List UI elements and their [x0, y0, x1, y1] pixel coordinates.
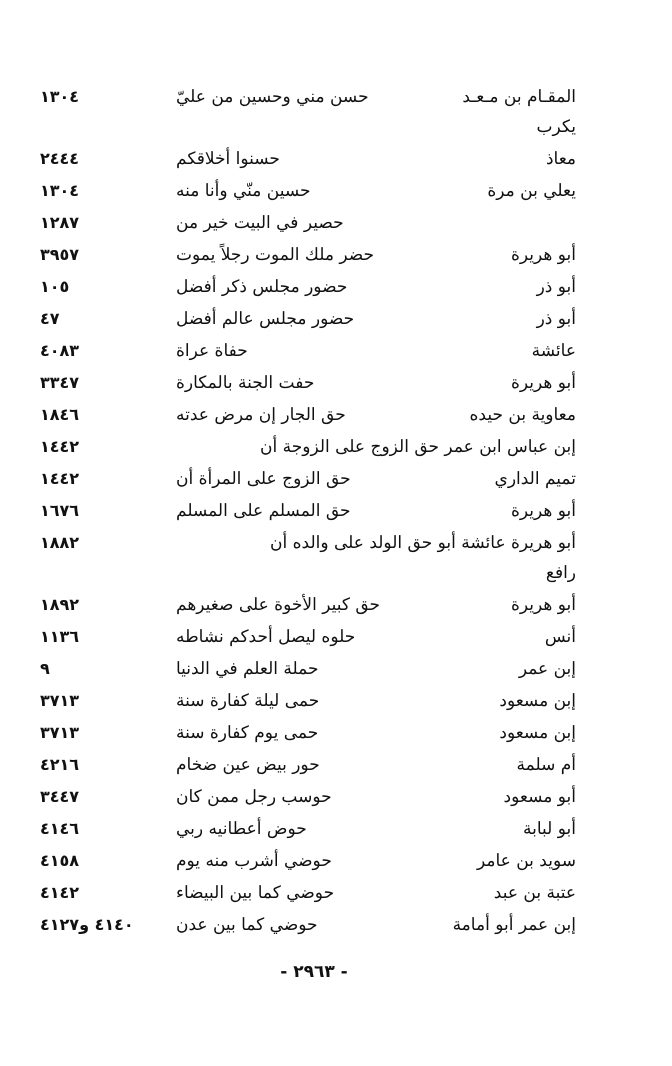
index-row — [0, 909, 672, 941]
hadith-text: حصير في البيت خير من — [176, 213, 344, 233]
hadith-text: حملة العلم في الدنيا — [176, 659, 319, 679]
reference-number: ١١٣٦ — [40, 627, 80, 646]
reference-number: ١٣٠٤ — [40, 87, 80, 106]
hadith-text: حضور مجلس ذكر أفضل — [176, 277, 348, 297]
reference-number: ٣٧١٣ — [40, 723, 80, 742]
hadith-text: حمى ليلة كفارة سنة — [176, 691, 320, 711]
index-row — [0, 463, 672, 495]
narrator-name: أبو ذر — [536, 309, 576, 329]
narrator-name: إبن مسعود — [499, 691, 576, 711]
index-row — [0, 303, 672, 335]
index-row — [0, 717, 672, 749]
index-row — [0, 781, 672, 813]
hadith-text: حوضي كما بين البيضاء — [176, 883, 335, 903]
index-row — [0, 367, 672, 399]
reference-number: ١٨٩٢ — [40, 595, 80, 614]
hadith-text: حسن مني وحسين من عليّ — [176, 87, 369, 107]
narrator-name: أبو هريرة — [510, 373, 576, 393]
hadith-text: حوضي كما بين عدن — [176, 915, 318, 935]
hadith-text: حفت الجنة بالمكارة — [176, 373, 315, 393]
narrator-name: معاذ — [545, 149, 576, 169]
narrator-name: أبو هريرة — [510, 501, 576, 521]
page-number: - ٢٩٦٣ - — [280, 962, 348, 982]
reference-number: ٩ — [40, 659, 50, 678]
reference-number: ٤١٤٢ — [40, 883, 80, 902]
hadith-text: حلوه ليصل أحدكم نشاطه — [176, 627, 356, 647]
index-row — [0, 527, 672, 559]
hadith-text: حسنوا أخلاقكم — [176, 149, 280, 169]
hadith-text: حفاة عراة — [176, 341, 248, 361]
index-row — [0, 589, 672, 621]
hadith-text: حق الزوج على المرأة أن — [176, 469, 351, 489]
narrator-name: إبن عمر — [518, 659, 576, 679]
narrator-name: إبن مسعود — [499, 723, 576, 743]
narrator-name: يعلي بن مرة — [487, 181, 576, 201]
narrator-name: أبو لبابة — [523, 819, 576, 839]
narrator-name: أبو هريرة — [510, 595, 576, 615]
index-row — [0, 399, 672, 431]
narrator-name: تميم الداري — [494, 469, 576, 489]
narrator-name: إبن عباس ابن عمر حق الزوج على الزوجة أن — [260, 437, 576, 457]
hadith-text: حمى يوم كفارة سنة — [176, 723, 319, 743]
reference-number: ١٣٠٤ — [40, 181, 80, 200]
narrator-continuation-text: يكرب — [536, 117, 576, 137]
index-row — [0, 813, 672, 845]
narrator-continuation-text: رافع — [545, 563, 576, 583]
index-row — [0, 335, 672, 367]
narrator-name: معاوية بن حيده — [469, 405, 576, 425]
reference-number: ٤١٥٨ — [40, 851, 80, 870]
narrator-name: أبو هريرة — [510, 245, 576, 265]
hadith-text: حوسب رجل ممن كان — [176, 787, 332, 807]
narrator-name: أبو هريرة عائشة أبو حق الولد على والده أن — [270, 533, 576, 553]
reference-number: ١٤٤٢ — [40, 437, 80, 456]
narrator-name: سويد بن عامر — [477, 851, 576, 871]
narrator-name: عائشة — [531, 341, 576, 361]
narrator-continuation — [0, 113, 672, 143]
hadith-text: حضر ملك الموت رجلاً يموت — [176, 245, 375, 265]
reference-number: ١٤٤٢ — [40, 469, 80, 488]
index-row — [0, 653, 672, 685]
index-row — [0, 749, 672, 781]
reference-number: ١٨٨٢ — [40, 533, 80, 552]
index-row — [0, 621, 672, 653]
reference-number: ٤٠٨٣ — [40, 341, 80, 360]
index-row — [0, 685, 672, 717]
index-row — [0, 143, 672, 175]
reference-number: ٣٣٤٧ — [40, 373, 80, 392]
narrator-name: أنس — [544, 627, 576, 647]
reference-number: ٢٤٤٤ — [40, 149, 80, 168]
hadith-text: حق الجار إن مرض عدته — [176, 405, 346, 425]
hadith-text: حسين منّي وأنا منه — [176, 181, 311, 201]
index-row — [0, 431, 672, 463]
reference-number: ٤٢١٦ — [40, 755, 80, 774]
reference-number: ٤٧ — [40, 309, 60, 328]
hadith-text: حوض أعطانيه ربي — [176, 819, 307, 839]
reference-number: ٣٤٤٧ — [40, 787, 80, 806]
narrator-name: أبو ذر — [536, 277, 576, 297]
index-row — [0, 81, 672, 113]
index-row — [0, 271, 672, 303]
reference-number: ٣٩٥٧ — [40, 245, 80, 264]
index-row — [0, 845, 672, 877]
narrator-continuation — [0, 559, 672, 589]
narrator-name: أم سلمة — [516, 755, 576, 775]
index-row — [0, 877, 672, 909]
index-row — [0, 175, 672, 207]
narrator-name: إبن عمر أبو أمامة — [452, 915, 576, 935]
index-row — [0, 239, 672, 271]
narrator-name: أبو مسعود — [503, 787, 576, 807]
hadith-text: حق كبير الأخوة على صغيرهم — [176, 595, 381, 615]
index-row — [0, 207, 672, 239]
narrator-name: عتبة بن عبد — [493, 883, 576, 903]
hadith-text: حور بيض عين ضخام — [176, 755, 320, 775]
reference-number: ١٦٧٦ — [40, 501, 80, 520]
index-table — [0, 81, 672, 941]
reference-number: ٣٧١٣ — [40, 691, 80, 710]
index-row — [0, 495, 672, 527]
hadith-text: حوضي أشرب منه يوم — [176, 851, 332, 871]
narrator-name: المقـام بن مـعـد — [462, 87, 576, 107]
reference-number: ١٠٥ — [40, 277, 70, 296]
reference-number: ٤١٤٠ و٤١٢٧ — [40, 915, 134, 934]
hadith-text: حق المسلم على المسلم — [176, 501, 351, 521]
reference-number: ٤١٤٦ — [40, 819, 80, 838]
reference-number: ١٢٨٧ — [40, 213, 80, 232]
reference-number: ١٨٤٦ — [40, 405, 80, 424]
hadith-text: حضور مجلس عالم أفضل — [176, 309, 355, 329]
